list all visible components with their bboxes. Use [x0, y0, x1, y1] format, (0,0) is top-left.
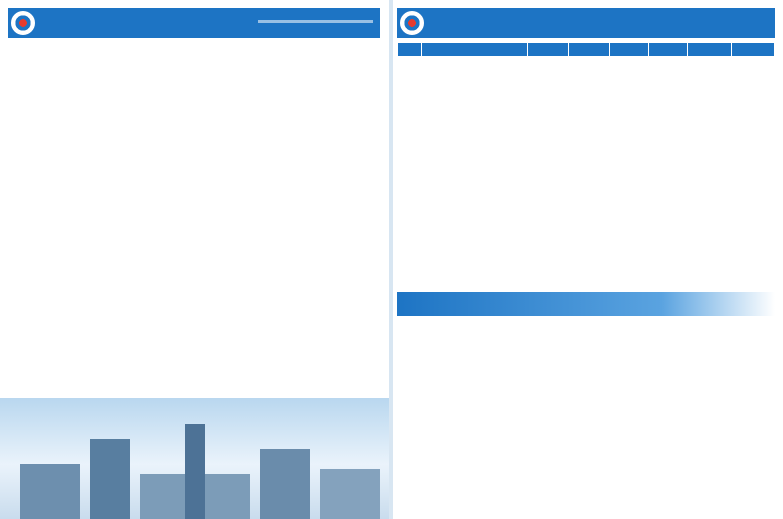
admission-section-banner: [397, 292, 775, 316]
campus-photo: [0, 398, 389, 519]
col-major-header: [421, 43, 527, 57]
college-logo-icon: [8, 8, 38, 38]
col-fee-header: [731, 43, 774, 57]
majors-table: [397, 42, 775, 57]
about-us-panel: [0, 0, 389, 519]
table-header-row: [398, 43, 775, 57]
college-logo-icon: [397, 8, 427, 38]
col-form-header: [610, 43, 649, 57]
col-code-header: [527, 43, 568, 57]
majors-banner: [397, 8, 775, 38]
col-index-header: [398, 43, 422, 57]
col-level-header: [569, 43, 610, 57]
col-category-header: [688, 43, 731, 57]
banner-decoration: [258, 20, 373, 23]
enrollment-panel: [393, 0, 783, 519]
about-us-banner: [8, 8, 380, 38]
col-duration-header: [649, 43, 688, 57]
